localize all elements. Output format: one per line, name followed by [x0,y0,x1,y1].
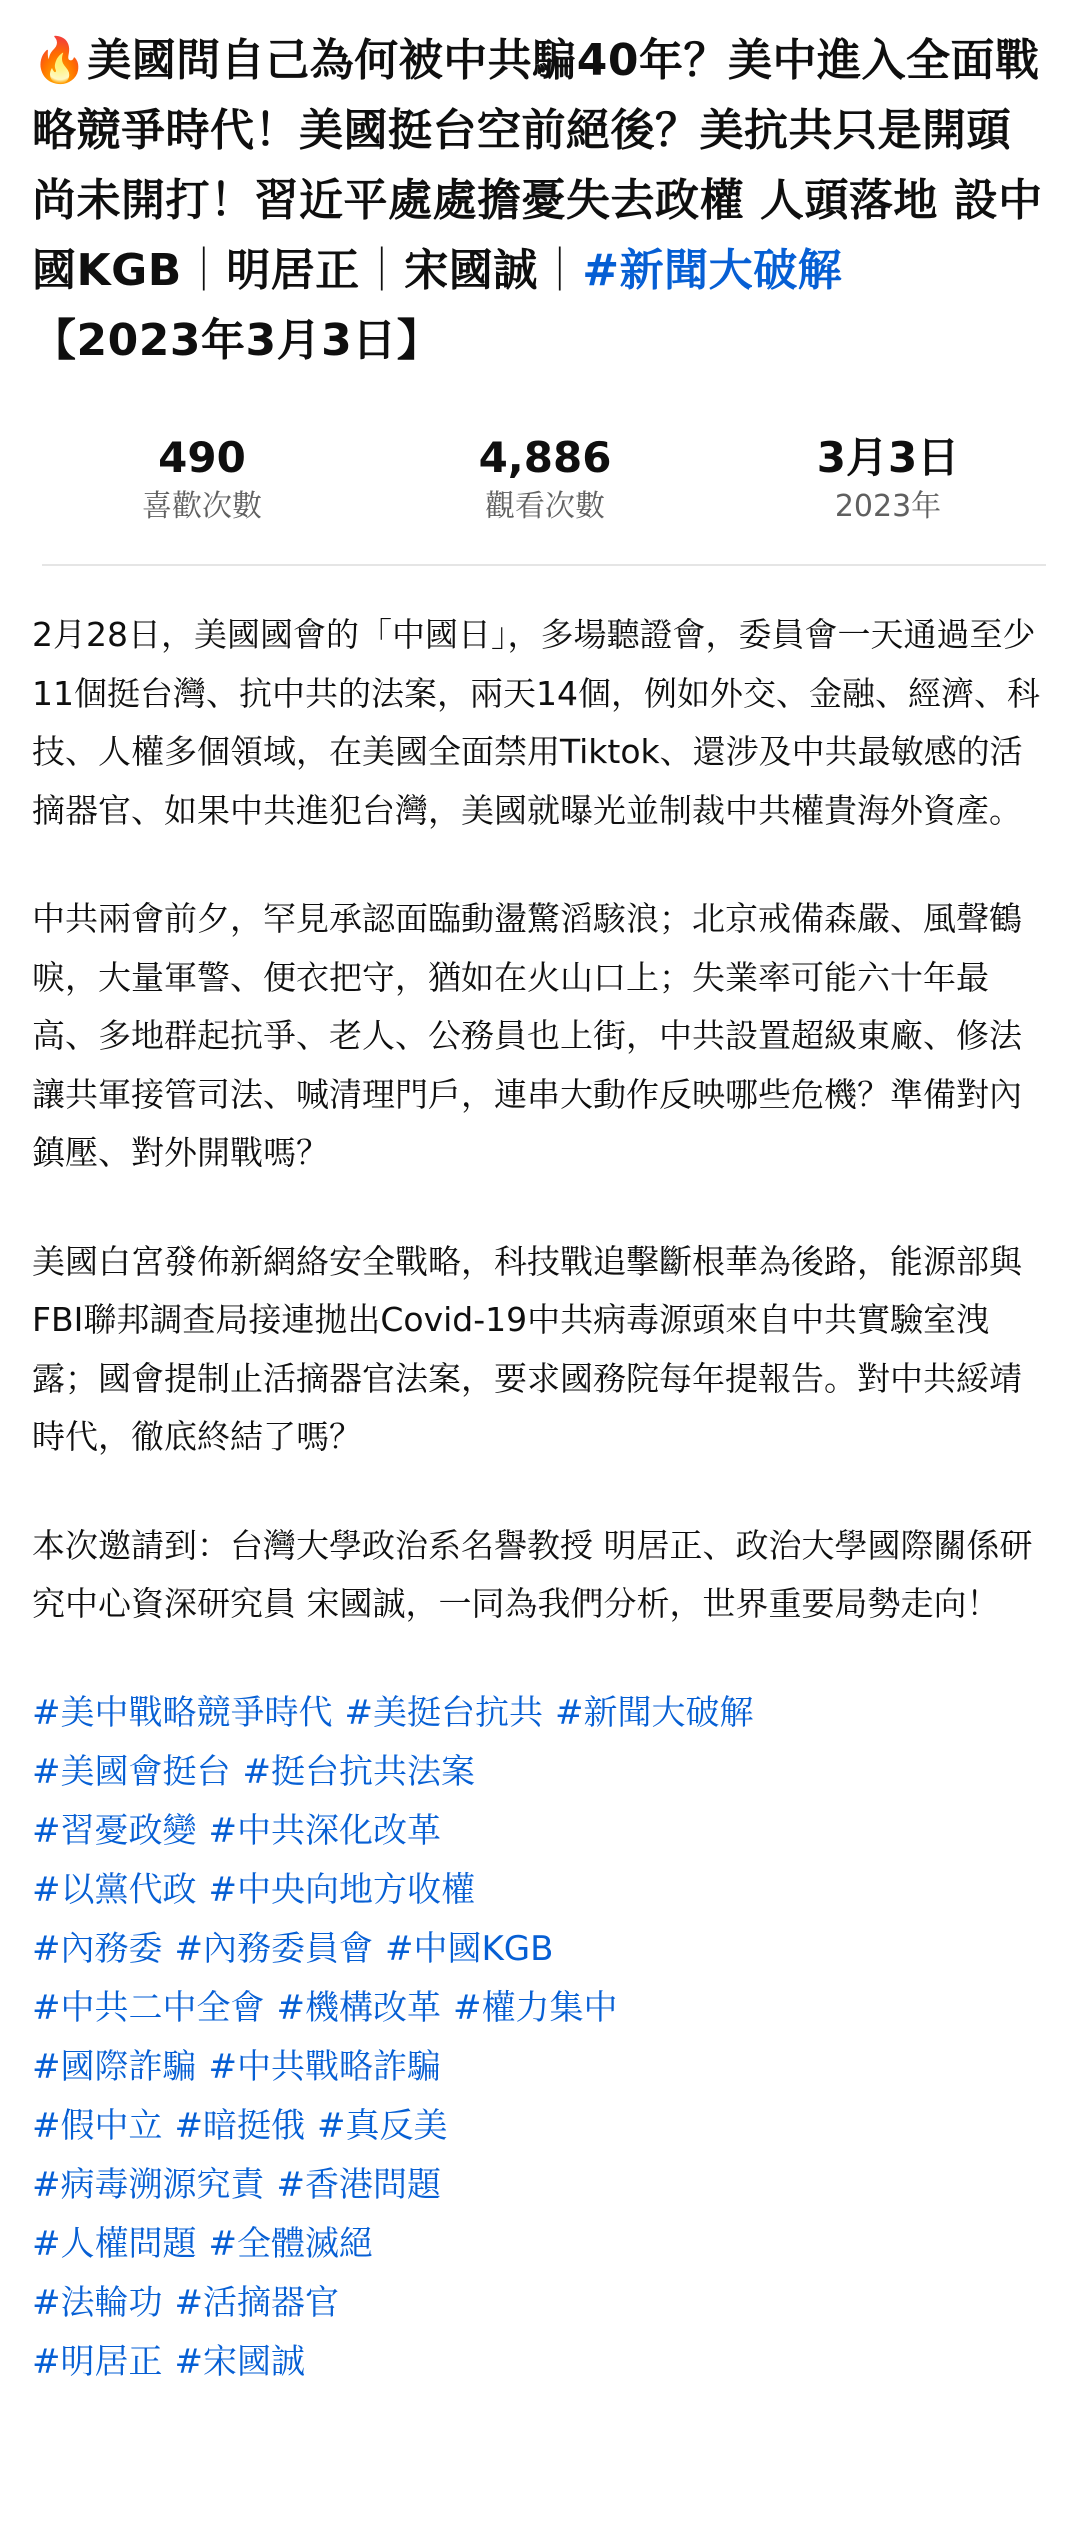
hashtag-link[interactable]: #美國會挺台 [32,1751,231,1792]
divider [42,564,1046,566]
hashtag-line [32,2215,1048,2274]
video-title [32,26,1048,376]
title-date: 【2023年3月3日】 [32,315,442,366]
hashtag-link[interactable]: #全體滅絕 [208,2223,373,2264]
hashtag-line [32,1979,1048,2038]
hashtag-list [32,1684,1048,2392]
hashtag-link[interactable]: #美中戰略競爭時代 [32,1692,333,1733]
hashtag-link[interactable]: #國際詐騙 [32,2046,197,2087]
hashtag-link[interactable]: #習憂政變 [32,1810,197,1851]
video-stats [32,432,1048,528]
hashtag-link[interactable]: #中央向地方收權 [208,1869,475,1910]
hashtag-line [32,2038,1048,2097]
title-guest-1: 明居正 [226,245,360,296]
hashtag-link[interactable]: #權力集中 [453,1987,618,2028]
description-paragraph: 本次邀請到：台灣大學政治系名譽教授 明居正、政治大學國際關係研究中心資深研究員 宋國誠，一同為我們分析，世界重要局勢走向！ [32,1525,1033,1623]
fire-icon: 🔥 [32,35,88,86]
description-paragraph: 美國白宮發佈新網絡安全戰略，科技戰追擊斷根華為後路，能源部與FBI聯邦調查局接連拋出Covid-19中共病毒源頭來自中共實驗室洩露；國會提制止活摘器官法案，要求國務院每年提報告。對中共綏靖時代，徹底終結了嗎？ [32,1241,1022,1456]
hashtag-link[interactable]: #明居正 [32,2341,163,2382]
views-count: 4,886 [478,433,612,482]
views-label: 觀看次數 [485,489,605,524]
hashtag-link[interactable]: #以黨代政 [32,1869,197,1910]
hashtag-line [32,1684,1048,1743]
date-stat [808,432,968,528]
hashtag-link[interactable]: #美挺台抗共 [344,1692,543,1733]
hashtag-link[interactable]: #真反美 [317,2105,448,2146]
title-separator: ｜ [537,245,583,296]
hashtag-link[interactable]: #病毒溯源究責 [32,2164,265,2205]
hashtag-link[interactable]: #中國KGB [385,1928,554,1969]
title-hashtag-link[interactable]: #新聞大破解 [582,245,843,296]
hashtag-line [32,1743,1048,1802]
hashtag-link[interactable]: #中共戰略詐騙 [208,2046,441,2087]
hashtag-link[interactable]: #宋國誠 [174,2341,305,2382]
hashtag-link[interactable]: #香港問題 [276,2164,441,2205]
title-separator: ｜ [359,245,405,296]
publish-year: 2023年 [834,489,942,524]
description-paragraph: 2月28日，美國國會的「中國日」，多場聽證會，委員會一天通過至少11個挺台灣、抗中共的法案，兩天14個，例如外交、金融、經濟、科技、人權多個領域，在美國全面禁用Tiktok、還涉及中共最敏感的活摘器官、如果中共進犯台灣，美國就曝光並制裁中共權貴海外資產。 [32,615,1040,830]
hashtag-link[interactable]: #活摘器官 [174,2282,339,2323]
title-guest-2: 宋國誠 [404,245,538,296]
likes-count: 490 [158,433,246,482]
video-description [32,606,1048,1634]
likes-label: 喜歡次數 [142,489,262,524]
hashtag-link[interactable]: #機構改革 [276,1987,441,2028]
title-text: 美國問自己為何被中共騙40年？美中進入全面戰略競爭時代！美國挺台空前絕後？美抗共只是開頭尚未開打！習近平處處擔憂失去政權 人頭落地 設中國KGB [32,35,1043,296]
hashtag-link[interactable]: #中共二中全會 [32,1987,265,2028]
publish-date: 3月3日 [816,433,960,482]
hashtag-line [32,1861,1048,1920]
hashtag-link[interactable]: #法輪功 [32,2282,163,2323]
hashtag-line [32,1802,1048,1861]
description-paragraph: 中共兩會前夕，罕見承認面臨動盪驚滔駭浪；北京戒備森嚴、風聲鶴唳，大量軍警、便衣把守，猶如在火山口上；失業率可能六十年最高、多地群起抗爭、老人、公務員也上街，中共設置超級東廠、修法讓共軍接管司法、喊清理門戶，連串大動作反映哪些危機？準備對內鎮壓、對外開戰嗎？ [32,899,1022,1172]
hashtag-link[interactable]: #內務委 [32,1928,163,1969]
hashtag-link[interactable]: #中共深化改革 [208,1810,441,1851]
hashtag-link[interactable]: #假中立 [32,2105,163,2146]
hashtag-line [32,2097,1048,2156]
likes-stat [122,432,282,528]
views-stat [465,432,625,528]
hashtag-line [32,2156,1048,2215]
hashtag-line [32,2274,1048,2333]
title-separator: ｜ [181,245,227,296]
hashtag-link[interactable]: #暗挺俄 [174,2105,305,2146]
hashtag-link[interactable]: #新聞大破解 [555,1692,754,1733]
hashtag-line [32,2333,1048,2392]
hashtag-link[interactable]: #挺台抗共法案 [242,1751,475,1792]
hashtag-line [32,1920,1048,1979]
hashtag-link[interactable]: #人權問題 [32,2223,197,2264]
hashtag-link[interactable]: #內務委員會 [174,1928,373,1969]
